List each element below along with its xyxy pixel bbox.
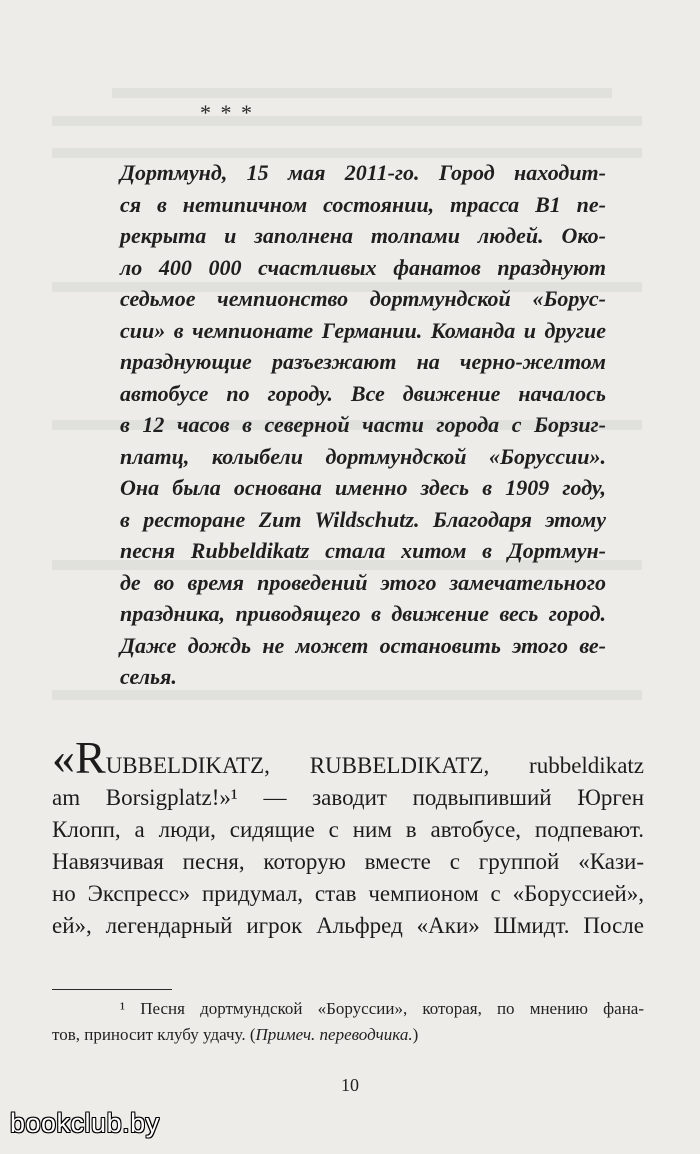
open-quote: « bbox=[52, 732, 75, 783]
intro-line: седьмое чемпионство дортмундской «Борус- bbox=[120, 286, 606, 311]
intro-line: селья. bbox=[120, 664, 177, 689]
intro-line: платц, колыбели дортмундской «Боруссии». bbox=[120, 443, 606, 469]
body-line: но Экспресс» придумал, став чемпионом с «Боруссией», bbox=[52, 881, 644, 906]
intro-line: ло 400 000 счастливых фанатов празднуют bbox=[120, 254, 606, 280]
intro-line: автобусе по городу. Все движение началось bbox=[120, 380, 606, 406]
footnote-line bbox=[52, 1022, 644, 1048]
intro-line: празднующие разъезжают на черно-желтом bbox=[120, 349, 606, 374]
footnote bbox=[52, 996, 644, 1048]
body-line: am Borsigplatz!»¹ — заводит подвыпивший Юрген bbox=[52, 785, 644, 810]
bleed-through-line bbox=[112, 88, 612, 98]
intro-line: Дортмунд, 15 мая 2011-го. Город находит- bbox=[120, 160, 606, 185]
body-line: Навязчивая песня, которую вместе с группой «Кази- bbox=[52, 849, 644, 874]
intro-line: рекрыта и заполнена толпами людей. Око- bbox=[120, 223, 606, 248]
footnote-text: тов, приносит клубу удачу. ( bbox=[52, 1025, 256, 1044]
intro-line: в 12 часов в северной части города с Борзиг- bbox=[120, 412, 606, 437]
intro-line: Даже дождь не может остановить этого ве- bbox=[120, 632, 606, 658]
page-number: 10 bbox=[341, 1075, 359, 1095]
intro-line: Она была основана именно здесь в 1909 году, bbox=[120, 475, 606, 500]
intro-line: де во время проведений этого замечательного bbox=[120, 569, 606, 595]
footnote-line: ¹ Песня дортмундской «Боруссии», которая, по мнению фана- bbox=[120, 999, 644, 1018]
intro-line: сии» в чемпионате Германии. Команда и другие bbox=[120, 317, 606, 343]
section-asterism: * * * bbox=[200, 100, 254, 125]
body-first-line bbox=[52, 732, 644, 783]
footnote-close: ) bbox=[412, 1025, 419, 1044]
intro-line: ся в нетипичном состоянии, трасса B1 пе- bbox=[120, 191, 606, 217]
intro-line: песня Rubbeldikatz стала хитом в Дортмун- bbox=[120, 538, 606, 563]
intro-line: праздника, приводящего в движение весь город. bbox=[120, 601, 606, 626]
first-line-rest: UBBELDIKATZ, RUBBELDIKATZ, rubbeldikatz bbox=[105, 753, 644, 778]
watermark-logo: bookclub.by bbox=[10, 1108, 160, 1138]
body-line: Клопп, а люди, сидящие с ним в автобусе, подпевают. bbox=[52, 817, 644, 842]
bleed-through-line bbox=[52, 116, 642, 126]
main-body-paragraph bbox=[52, 732, 644, 942]
drop-cap-letter: R bbox=[75, 732, 106, 783]
intro-line: в ресторане Zum Wildschutz. Благодаря этому bbox=[120, 506, 606, 532]
italic-intro-paragraph bbox=[120, 157, 606, 693]
body-line: ей», легендарный игрок Альфред «Аки» Шмидт. После bbox=[52, 913, 644, 938]
translator-note: Примеч. переводчика. bbox=[255, 1025, 413, 1044]
footnote-divider bbox=[52, 989, 172, 990]
